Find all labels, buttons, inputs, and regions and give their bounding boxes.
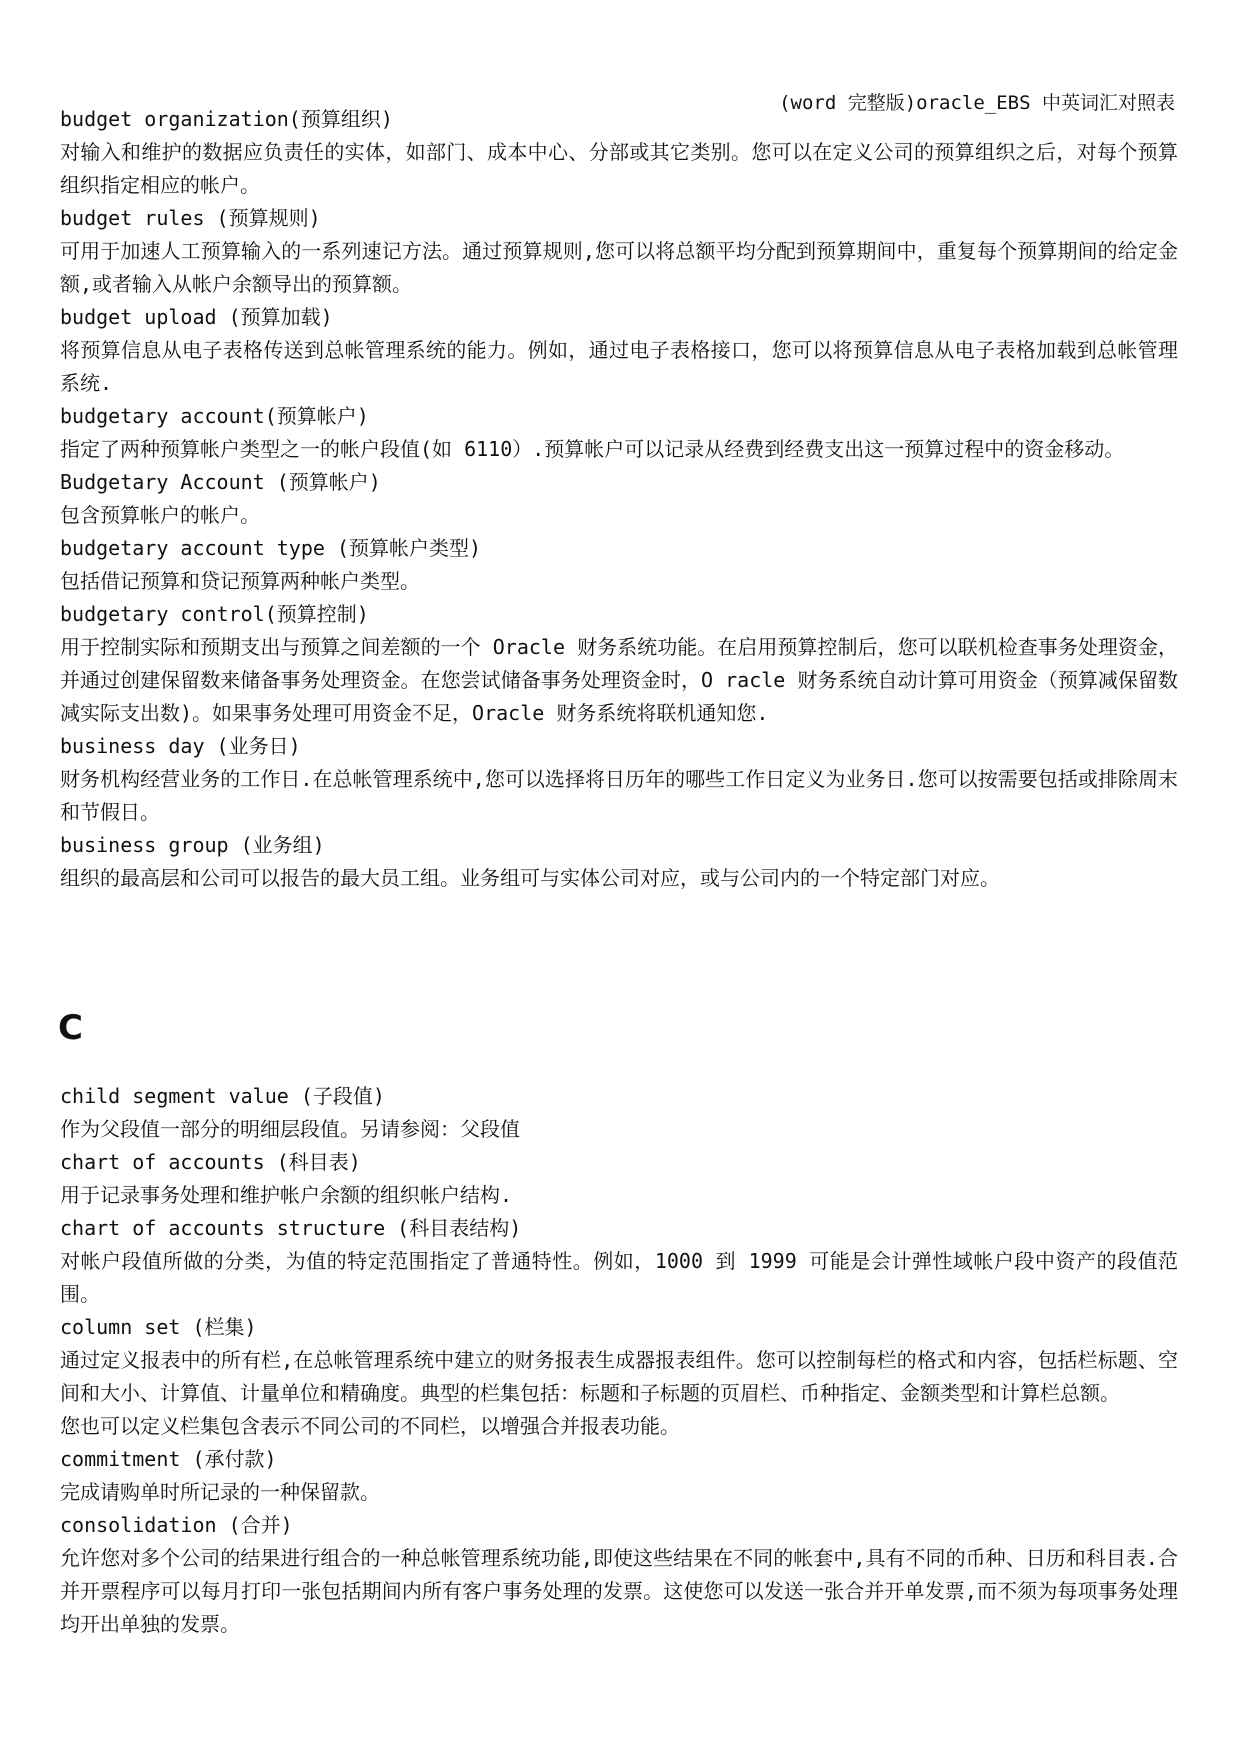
definition-budget-upload: 将预算信息从电子表格传送到总帐管理系统的能力。例如，通过电子表格接口，您可以将预算信息从电子表格加载到总帐管理系统. [60, 338, 1178, 395]
term-budget-rules: budget rules (预算规则) [60, 206, 321, 230]
section-c-letter-heading: C [58, 1008, 83, 1048]
definition-budget-rules: 可用于加速人工预算输入的一系列速记方法。通过预算规则,您可以将总额平均分配到预算期间中，重复每个预算期间的给定金额,或者输入从帐户余额导出的预算额。 [60, 239, 1178, 296]
term-budgetary-control: budgetary control(预算控制) [60, 602, 369, 626]
term-budget-upload: budget upload (预算加载) [60, 305, 333, 329]
definition-column-set-extra: 您也可以定义栏集包含表示不同公司的不同栏，以增强合并报表功能。 [60, 1414, 680, 1438]
definition-child-segment-value: 作为父段值一部分的明细层段值。另请参阅：父段值 [60, 1117, 520, 1141]
definition-budgetary-control: 用于控制实际和预期支出与预算之间差额的一个 Oracle 财务系统功能。在启用预算控制后，您可以联机检查事务处理资金，并通过创建保留数来储备事务处理资金。在您尝试储备事务处理资金时，O racle 财务系统自动计算可用资金（预算减保留数减实际支出数)。如果事务处理可用资金不足，Oracle 财务系统将联机通知您. [60, 635, 1178, 725]
term-budget-organization: budget organization(预算组织) [60, 107, 393, 131]
term-chart-of-accounts: chart of accounts (科目表) [60, 1150, 361, 1174]
definition-budgetary-account-type: 包括借记预算和贷记预算两种帐户类型。 [60, 569, 420, 593]
section-c-entries [60, 1080, 1178, 1641]
definition-budget-organization: 对输入和维护的数据应负责任的实体，如部门、成本中心、分部或其它类别。您可以在定义公司的预算组织之后，对每个预算组织指定相应的帐户。 [60, 140, 1178, 197]
term-child-segment-value: child segment value (子段值) [60, 1084, 385, 1108]
definition-column-set: 通过定义报表中的所有栏,在总帐管理系统中建立的财务报表生成器报表组件。您可以控制每栏的格式和内容，包括栏标题、空间和大小、计算值、计量单位和精确度。典型的栏集包括：标题和子标题的页眉栏、币种指定、金额类型和计算栏总额。 [60, 1348, 1178, 1405]
term-consolidation: consolidation (合并) [60, 1513, 293, 1537]
term-business-day: business day (业务日) [60, 734, 301, 758]
definition-budgetary-account-capitalized: 包含预算帐户的帐户。 [60, 503, 260, 527]
definition-chart-of-accounts: 用于记录事务处理和维护帐户余额的组织帐户结构. [60, 1183, 513, 1207]
term-commitment: commitment (承付款) [60, 1447, 277, 1471]
definition-business-day: 财务机构经营业务的工作日.在总帐管理系统中,您可以选择将日历年的哪些工作日定义为业务日.您可以按需要包括或排除周末和节假日。 [60, 767, 1178, 824]
definition-consolidation: 允许您对多个公司的结果进行组合的一种总帐管理系统功能,即使这些结果在不同的帐套中,具有不同的币种、日历和科目表.合并开票程序可以每月打印一张包括期间内所有客户事务处理的发票。这使您可以发送一张合并开单发票,而不须为每项事务处理均开出单独的发票。 [60, 1546, 1178, 1636]
term-budgetary-account-type: budgetary account type (预算帐户类型) [60, 536, 482, 560]
definition-business-group: 组织的最高层和公司可以报告的最大员工组。业务组可与实体公司对应，或与公司内的一个特定部门对应。 [60, 866, 1000, 890]
term-chart-of-accounts-structure: chart of accounts structure (科目表结构) [60, 1216, 522, 1240]
term-business-group: business group (业务组) [60, 833, 325, 857]
definition-budgetary-account: 指定了两种预算帐户类型之一的帐户段值(如 6110）.预算帐户可以记录从经费到经费支出这一预算过程中的资金移动。 [60, 437, 1125, 461]
definition-commitment: 完成请购单时所记录的一种保留款。 [60, 1480, 380, 1504]
definition-chart-of-accounts-structure: 对帐户段值所做的分类，为值的特定范围指定了普通特性。例如，1000 到 1999 可能是会计弹性域帐户段中资产的段值范围。 [60, 1249, 1178, 1306]
term-budgetary-account: budgetary account(预算帐户) [60, 404, 369, 428]
term-budgetary-account-capitalized: Budgetary Account (预算帐户) [60, 470, 381, 494]
document-header-title: (word 完整版)oracle_EBS 中英词汇对照表 [779, 92, 1175, 114]
term-column-set: column set (栏集) [60, 1315, 257, 1339]
section-b-entries [60, 103, 1178, 895]
